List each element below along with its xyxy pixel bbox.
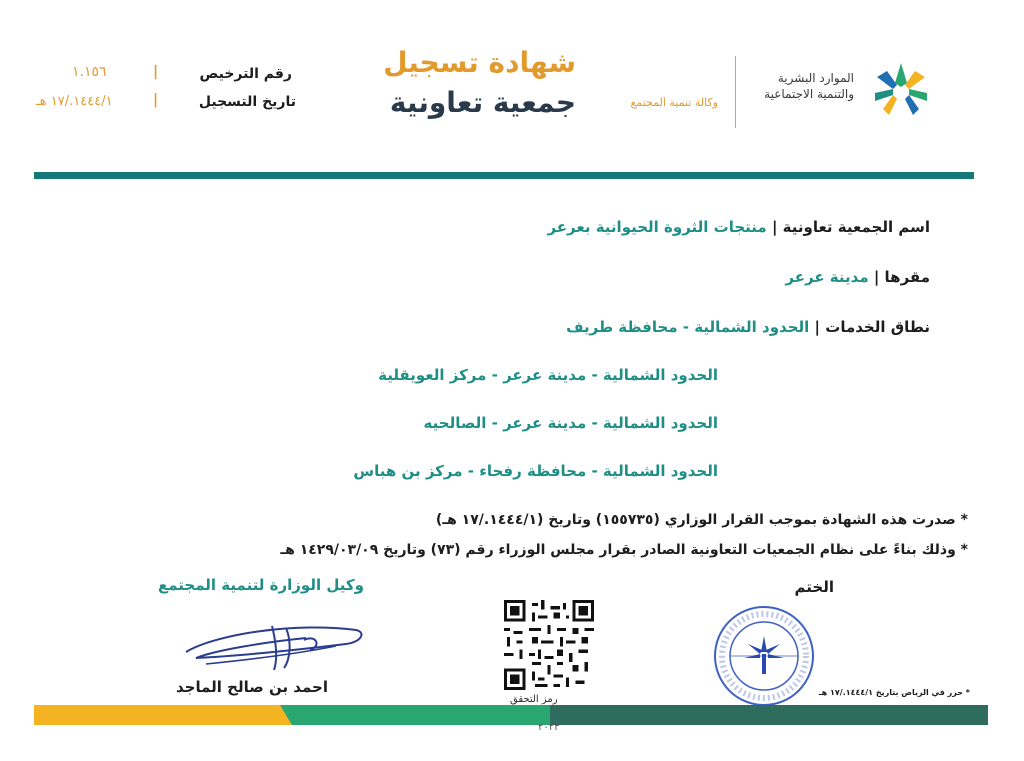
service-scope-item: الحدود الشمالية - محافظة طريف — [566, 318, 810, 336]
license-number-label: رقم الترخيص — [199, 66, 292, 82]
service-scope-row — [566, 318, 930, 336]
registration-date-label: تاريخ التسجيل — [198, 94, 296, 110]
certificate-subtitle: جمعية تعاونية — [389, 86, 576, 119]
footer-bar-dark — [550, 705, 988, 725]
agency-name: وكالة تنمية المجتمع — [630, 96, 718, 109]
headquarters-row — [785, 268, 930, 286]
service-scope-item: الحدود الشمالية - مدينة عرعر - مركز العويقلية — [378, 366, 718, 384]
service-scope-label: نطاق الخدمات | — [814, 318, 930, 336]
signature-image — [176, 612, 376, 674]
association-name-label: اسم الجمعية تعاونية | — [771, 218, 930, 236]
footer-bar-green — [280, 705, 550, 725]
service-scope-item: الحدود الشمالية - مدينة عرعر - الصالحيه — [423, 414, 718, 432]
license-number-value: ١.١٥٦ — [72, 64, 107, 80]
footer-bar-yellow — [34, 705, 292, 725]
qr-caption: رمز التحقق — [510, 694, 558, 705]
headquarters-label: مقرها | — [873, 268, 930, 286]
headquarters-value: مدينة عرعر — [785, 268, 869, 286]
ministry-name-line2: والتنمية الاجتماعية — [764, 87, 854, 101]
note-star: * — [960, 512, 968, 528]
ministry-name — [764, 70, 854, 102]
registration-date-value: ١٤٤٤/١./١٧ هـ — [36, 94, 113, 109]
decree-note — [436, 512, 968, 528]
ministry-name-line1: الموارد البشرية — [777, 71, 854, 85]
association-name-value: منتجات الثروة الحيوانية بعرعر — [547, 218, 767, 236]
decree-note-text: صدرت هذه الشهادة بموجب القرار الوزاري (١٥٥٧٣٥) وتاريخ (١٤٤٤/١./١٧ هـ) — [435, 512, 956, 528]
official-stamp-icon — [712, 604, 816, 708]
registration-separator: | — [153, 92, 159, 108]
note-star: * — [960, 542, 968, 558]
qr-code-icon[interactable] — [504, 600, 594, 690]
regulation-note-text: وذلك بناءً على نظام الجمعيات التعاونية الصادر بقرار مجلس الوزراء رقم (٧٣) وتاريخ ١٤٢٩/٠٣/٠٩ هـ — [280, 542, 956, 558]
regulation-note — [280, 542, 968, 558]
footer-year: ٢٠٢٣ — [538, 722, 560, 733]
header-bar — [34, 172, 974, 179]
service-scope-item: الحدود الشمالية - محافظة رفحاء - مركز بن هباس — [353, 462, 718, 480]
certificate-title: شهادة تسجيل — [383, 46, 576, 79]
ministry-logo-icon — [870, 60, 932, 122]
undersecretary-title: وكيل الوزارة لتنمية المجتمع — [158, 576, 364, 594]
issued-place-date: * حرر في الرياض بتاريخ ١٤٤٤/١./١٧ هـ — [818, 688, 970, 697]
association-name-row — [547, 218, 930, 236]
license-separator: | — [153, 64, 159, 80]
signer-name: احمد بن صالح الماجد — [176, 678, 328, 696]
stamp-label: الختم — [794, 578, 834, 596]
header-divider — [735, 56, 736, 128]
